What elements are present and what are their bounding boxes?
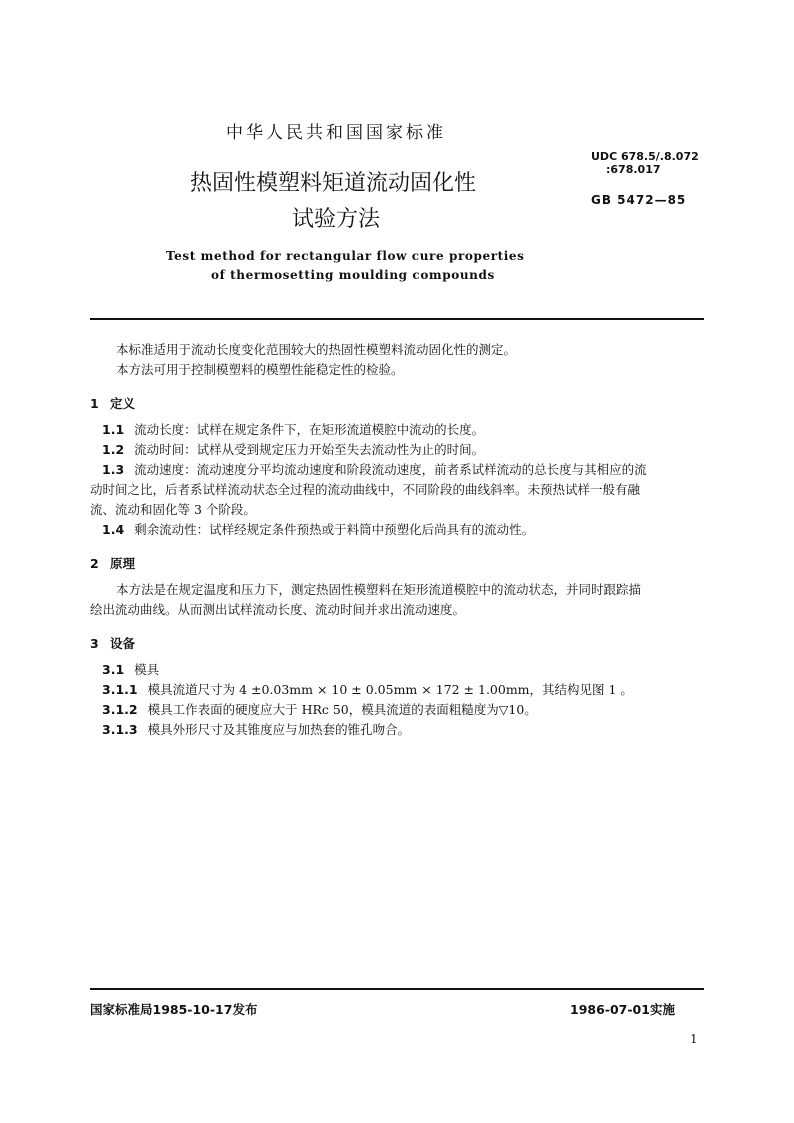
item-number: 1.1 <box>102 422 125 437</box>
principle-paragraph: 本方法是在规定温度和压力下，测定热固性模塑料在矩形流道模腔中的流动状态，并同时跟踪描 <box>116 582 642 597</box>
header-divider <box>90 318 704 320</box>
definition-item <box>90 420 704 440</box>
section-heading-2 <box>90 554 704 574</box>
issue-date: 国家标准局1985-10-17发布 <box>90 1002 258 1017</box>
english-title: Test method for rectangular flow cure properties <box>166 249 525 263</box>
section-number: 1 <box>90 396 99 411</box>
english-title-line2: of thermosetting moulding compounds <box>211 268 495 282</box>
section-heading-3 <box>90 634 704 654</box>
definition-item-continuation: 流、流动和固化等 3 个阶段。 <box>90 502 256 517</box>
item-text: 模具 <box>134 662 160 677</box>
effective-date: 1986-07-01实施 <box>570 1002 675 1017</box>
item-number: 3.1 <box>102 662 125 677</box>
definition-item-continuation: 动时间之比，后者系试样流动状态全过程的流动曲线中，不同阶段的曲线斜率。未预热试样一般有融 <box>90 482 641 497</box>
item-number: 1.4 <box>102 522 125 537</box>
item-number: 3.1.2 <box>102 702 138 717</box>
item-text: 模具工作表面的硬度应大于 HRc 50，模具流道的表面粗糙度为▽10。 <box>147 702 537 717</box>
item-text: 剩余流动性：试样经规定条件预热或于料筒中预塑化后尚具有的流动性。 <box>134 522 535 537</box>
item-number: 1.3 <box>102 462 125 477</box>
gb-number: GB 5472—85 <box>591 193 687 207</box>
intro-paragraph: 本方法可用于控制模塑料的模塑性能稳定性的检验。 <box>116 362 404 377</box>
equipment-item <box>90 720 704 740</box>
item-number: 3.1.3 <box>102 722 138 737</box>
section-title: 原理 <box>110 556 136 571</box>
national-standard-heading: 中华人民共和国国家标准 <box>226 123 446 143</box>
intro-paragraph: 本标准适用于流动长度变化范围较大的热固性模塑料流动固化性的测定。 <box>116 342 517 357</box>
section-title: 定义 <box>110 396 136 411</box>
definition-item <box>90 520 704 540</box>
item-text: 流动长度：试样在规定条件下，在矩形流道模腔中流动的长度。 <box>134 422 485 437</box>
principle-paragraph-continuation: 绘出流动曲线。从而测出试样流动长度、流动时间并求出流动速度。 <box>90 602 466 617</box>
item-number: 1.2 <box>102 442 125 457</box>
udc-code: UDC 678.5/.8.072 <box>591 150 699 163</box>
section-heading-1 <box>90 394 704 414</box>
equipment-item <box>90 700 704 720</box>
section-number: 2 <box>90 556 99 571</box>
footer-divider <box>90 988 704 990</box>
item-text: 模具外形尺寸及其锥度应与加热套的锥孔吻合。 <box>147 722 411 737</box>
item-text: 模具流道尺寸为 4 ±0.03mm × 10 ± 0.05mm × 172 ± 1.00mm，其结构见图 1 。 <box>147 682 633 697</box>
equipment-item <box>90 660 704 680</box>
document-title: 热固性模塑料矩道流动固化性 <box>190 171 477 196</box>
document-title-line2: 试验方法 <box>292 207 381 232</box>
equipment-item <box>90 680 704 700</box>
section-number: 3 <box>90 636 99 651</box>
item-text: 流动时间：试样从受到规定压力开始至失去流动性为止的时间。 <box>134 442 485 457</box>
item-text: 流动速度：流动速度分平均流动速度和阶段流动速度，前者系试样流动的总长度与其相应的流 <box>134 462 647 477</box>
definition-item <box>90 460 704 480</box>
udc-code-continuation: :678.017 <box>606 163 661 176</box>
definition-item <box>90 440 704 460</box>
item-number: 3.1.1 <box>102 682 138 697</box>
section-title: 设备 <box>110 636 136 651</box>
page-number: 1 <box>690 1032 698 1046</box>
document-body <box>90 340 704 740</box>
